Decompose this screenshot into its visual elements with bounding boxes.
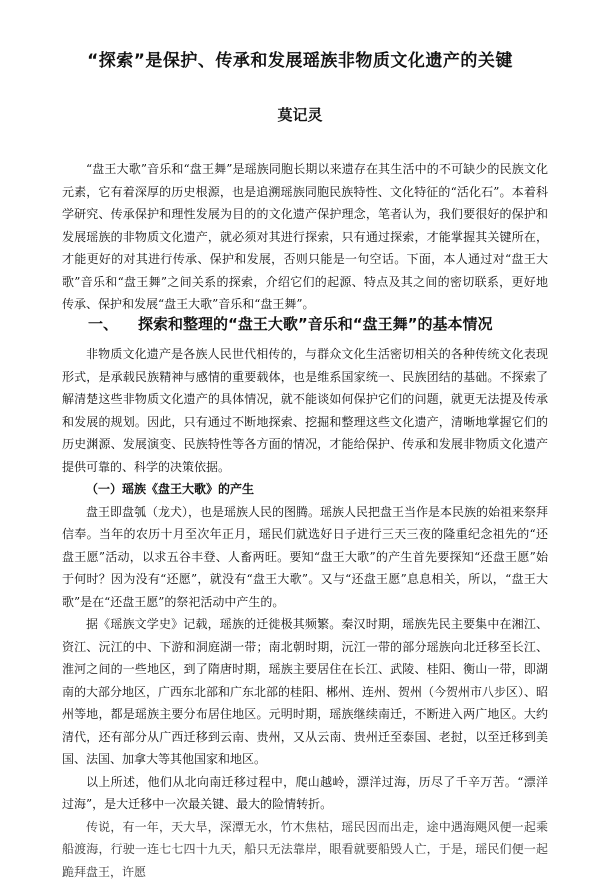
subsection-heading: （一）瑶族《盘王大歌》的产生 xyxy=(62,478,548,501)
body-paragraph: 传说，有一年，天大旱，深潭无水，竹木焦枯，瑶民因而出走，途中遇海飓风便一起乘船渡海，行驶一连七七四十九天，船只无法靠岸，眼看就要船毁人亡，于是，瑶民们便一起跪拜盘王，许愿 xyxy=(62,816,548,883)
section-body xyxy=(62,343,548,883)
body-paragraph: 以上所述，他们从北向南迁移过程中，爬山越岭，漂洋过海，历尽了千辛万苦。“漂洋过海”，是大迁移中一次最关键、最大的险情转折。 xyxy=(62,771,548,816)
article-title: “探索”是保护、传承和发展瑶族非物质文化遗产的关键 xyxy=(0,46,600,71)
body-paragraph: 盘王即盘瓠（龙犬），也是瑶族人民的图腾。瑶族人民把盘王当作是本民族的始祖来祭拜信奉。当年的农历十月至次年正月，瑶民们就选好日子进行三天三夜的隆重纪念祖先的“还盘王愿”活动，以求五谷丰登、人畜两旺。要知“盘王大歌”的产生首先要探知“还盘王愿”始于何时？因为没有“还愿”，就没有“盘王大歌”。又与“还盘王愿”息息相关，所以，“盘王大歌”是在“还盘王愿”的祭祀活动中产生的。 xyxy=(62,501,548,614)
section-title: 探索和整理的“盘王大歌”音乐和“盘王舞”的基本情况 xyxy=(138,315,492,333)
body-paragraph: 非物质文化遗产是各族人民世代相传的，与群众文化生活密切相关的各种传统文化表现形式，是承载民族精神与感情的重要载体，也是维系国家统一、民族团结的基础。不探索了解清楚这些非物质文化遗产的具体情况，就不能谈如何保护它们的问题，就更无法提及传承和发展的规划。因此，只有通过不断地探索、挖掘和整理这些文化遗产，清晰地掌握它们的历史渊源、发展演变、民族特性等各方面的情况，才能给保护、传承和发展非物质文化遗产提供可靠的、科学的决策依据。 xyxy=(62,343,548,478)
body-paragraph: 据《瑶族文学史》记载，瑶族的迁徙极其频繁。秦汉时期，瑶族先民主要集中在湘江、资江、沅江的中、下游和洞庭湖一带；南北朝时期，沅江一带的部分瑶族向北迁移至长江、淮河之间的一些地区，到了隋唐时期，瑶族主要居住在长江、武陵、桂阳、衡山一带，即湖南的大部分地区，广西东北部和广东北部的桂阳、郴州、连州、贺州（今贺州市八步区）、昭州等地，都是瑶族主要分布居住地区。元明时期，瑶族继续南迁，不断进入两广地区。大约清代，还有部分从广西迁移到云南、贵州，又从云南、贵州迁至泰国、老挝，以至迁移到美国、法国、加拿大等其他国家和地区。 xyxy=(62,613,548,771)
article-author: 莫记灵 xyxy=(0,104,600,125)
section-number: 一、 xyxy=(88,315,118,333)
intro-paragraph: “盘王大歌”音乐和“盘王舞”是瑶族同胞长期以来遗存在其生活中的不可缺少的民族文化元素，它有着深厚的历史根源，也是追溯瑶族同胞民族特性、文化特征的“活化石”。本着科学研究、传承保护和理性发展为目的的文化遗产保护理念，笔者认为，我们要很好的保护和发展瑶族的非物质文化遗产，就必须对其进行探索，只有通过探索，才能掌握其关键所在，才能更好的对其进行传承、保护和发展，否则只能是一句空话。下面，本人通过对“盘王大歌”音乐和“盘王舞”之间关系的探索，介绍它们的起源、特点及其之间的密切联系，更好地传承、保护和发展“盘王大歌”音乐和“盘王舞”。 xyxy=(62,158,548,316)
intro-section xyxy=(62,158,548,316)
section-heading xyxy=(88,313,512,334)
